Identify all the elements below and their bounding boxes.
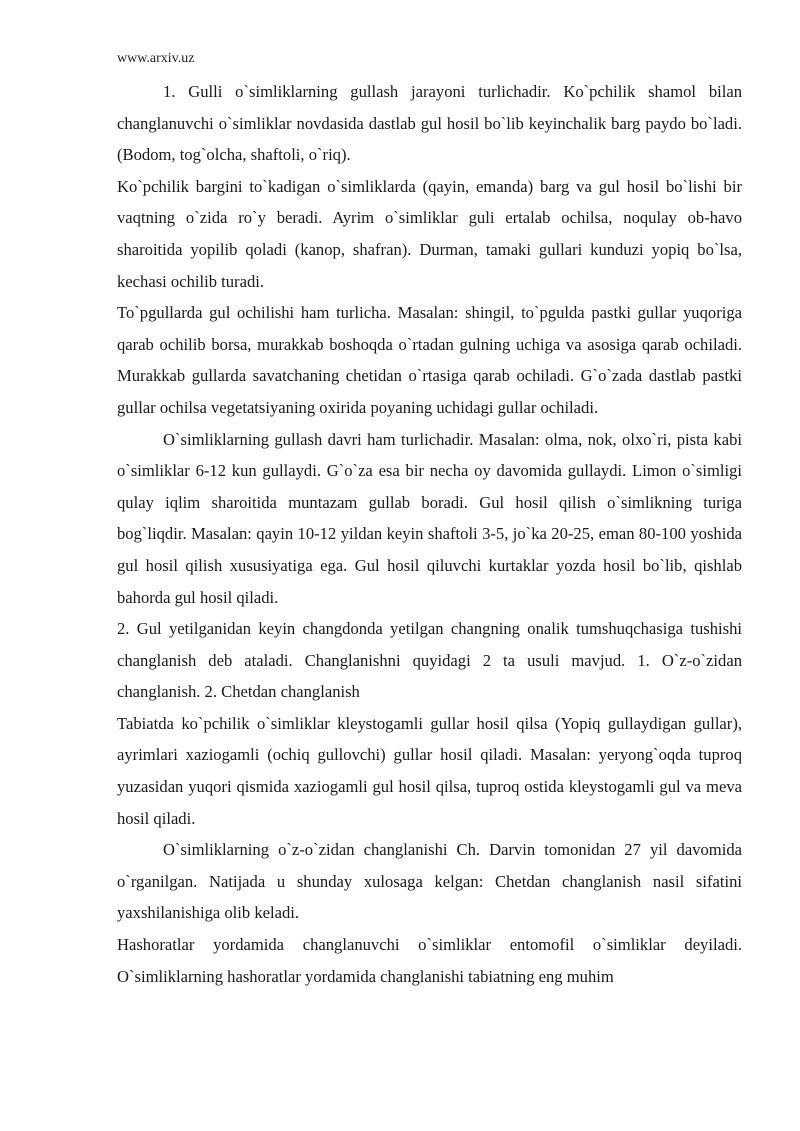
paragraph-leaf-and-flower-timing: Ko`pchilik bargini to`kadigan o`simliklarda (qayin, emanda) barg va gul hosil bo`lishi bir vaqtning o`zida ro`y beradi. Ayrim o`simliklar guli ertalab ochilsa, noqulay ob-havo sharoitida yopilib qoladi (kanop, shafran). Durman, tamaki gullari kunduzi yopiq bo`lsa, kechasi ochilib turadi. xyxy=(117,176,742,291)
paragraph-flowering-process: 1. Gulli o`simliklarning gullash jarayoni turlichadir. Ko`pchilik shamol bilan changlanuvchi o`simliklar novdasida dastlab gul hosil bo`lib keyinchalik barg paydo bo`ladi. (Bodom, tog`olcha, shaftoli, o`riq). xyxy=(117,82,742,165)
source-url: www.arxiv.uz xyxy=(117,51,195,66)
paragraph-flowering-period: O`simliklarning gullash davri ham turlichadir. Masalan: olma, nok, olxo`ri, pista kabi o`simliklar 6-12 kun gullaydi. G`o`za esa bir necha oy davomida gullaydi. Limon o`simligi qulay iqlim sharoitida muntazam gullab boradi. Gul hosil qilish o`simlikning turiga bog`liqdir. Masalan: qayin 10-12 yildan keyin shaftoli 3-5, jo`ka 20-25, eman 80-100 yoshida gul hosil qilish xususiyatiga ega. Gul hosil qiluvchi kurtaklar yozda hosil bo`lib, qishlab bahorda gul hosil qiladi. xyxy=(117,429,742,607)
paragraph-cleistogamy: Tabiatda ko`pchilik o`simliklar kleystogamli gullar hosil qilsa (Yopiq gullaydigan gullar), ayrimlari xaziogamli (ochiq gullovchi) gullar hosil qiladi. Masalan: yeryong`oqda tuproq yuzasidan yuqori qismida xaziogamli gul hosil qilsa, tuproq ostida kleystogamli gul va meva hosil qiladi. xyxy=(117,713,742,828)
paragraph-inflorescence-opening: To`pgullarda gul ochilishi ham turlicha. Masalan: shingil, to`pgulda pastki gullar yuqoriga qarab ochilib borsa, murakkab boshoqda o`rtadan gulning uchiga va asosiga qarab ochiladi. Murakkab gullarda savatchaning chetidan o`rtasiga qarab ochiladi. G`o`zada dastlab pastki gullar ochilsa vegetatsiyaning oxirida poyaning uchidagi gullar ochiladi. xyxy=(117,303,742,417)
document-body xyxy=(117,76,742,992)
paragraph-pollination-definition: 2. Gul yetilganidan keyin changdonda yetilgan changning onalik tumshuqchasiga tushishi changlanish deb ataladi. Changlanishni quyidagi 2 ta usuli mavjud. 1. O`z-o`zidan changlanish. 2. Chetdan changlanish xyxy=(117,619,742,702)
paragraph-darwin-study: O`simliklarning o`z-o`zidan changlanishi Ch. Darvin tomonidan 27 yil davomida o`rganilgan. Natijada u shunday xulosaga kelgan: Chetdan changlanish nasil sifatini yaxshilanishiga olib keladi. xyxy=(117,840,742,923)
paragraph-entomophily: Hashoratlar yordamida changlanuvchi o`simliklar entomofil o`simliklar deyiladi. O`simliklarning hashoratlar yordamida changlanishi tabiatning eng muhim xyxy=(117,935,742,986)
